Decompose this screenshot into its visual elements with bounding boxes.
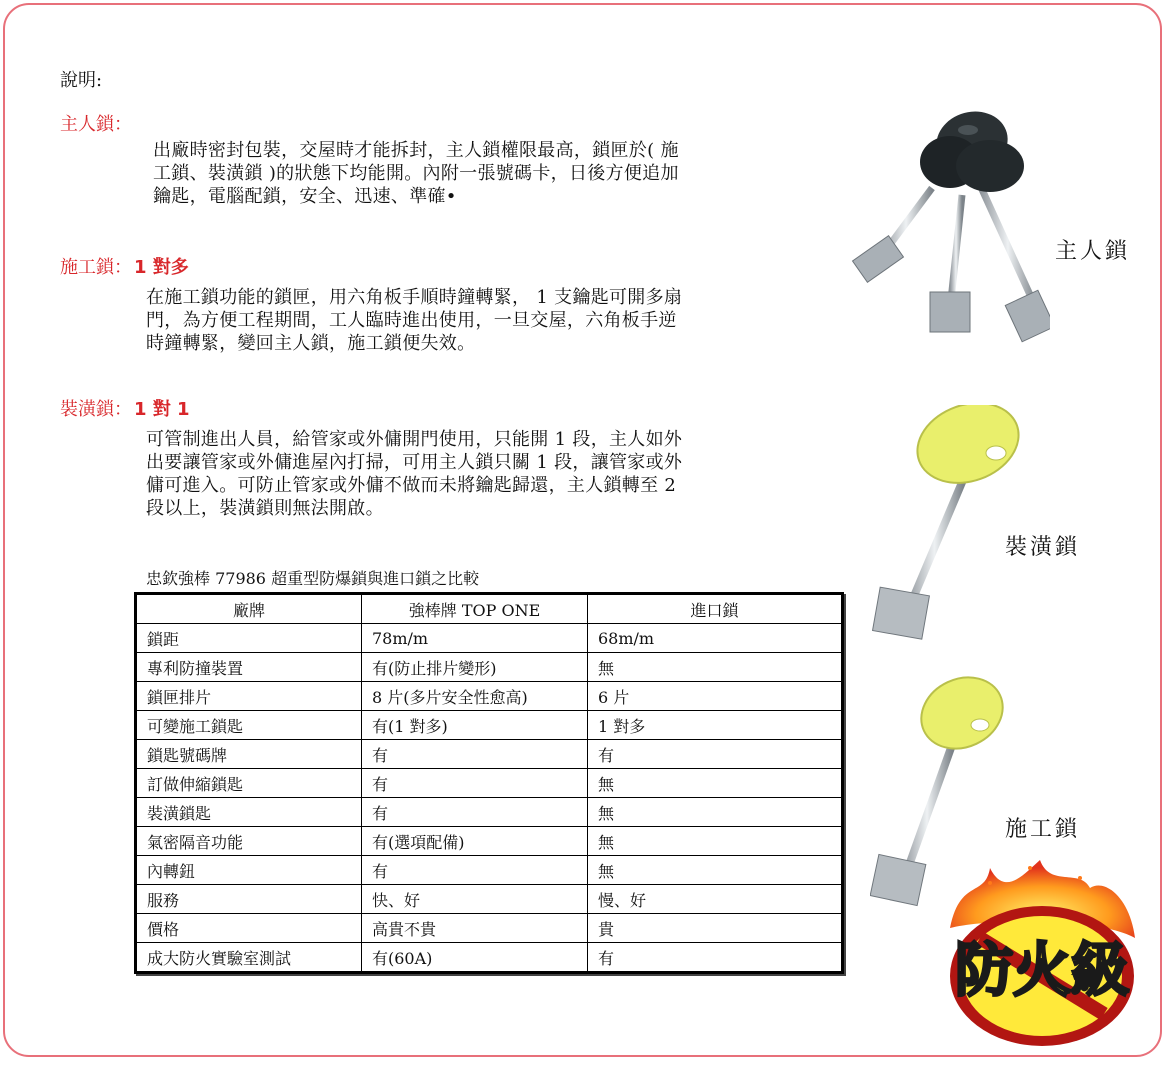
table-caption: 忠欽強棒 77986 超重型防爆鎖與進口鎖之比較: [146, 569, 480, 588]
badge-text: 防火級: [954, 936, 1130, 1004]
master-keys-image: [850, 100, 1050, 350]
table-cell: 快、好: [362, 885, 588, 914]
table-cell: 慢、好: [588, 885, 843, 914]
table-row: [136, 769, 843, 798]
table-cell: 有(1 對多): [362, 711, 588, 740]
section-text-line: 工鎖、裝潢鎖 )的狀態下均能開。內附一張號碼卡，日後方便追加: [153, 163, 679, 184]
section-text-construction: [146, 286, 682, 355]
table-cell: 無: [588, 856, 843, 885]
table-row: [136, 711, 843, 740]
section-text-line: 傭可進入。可防止管家或外傭不做而未將鑰匙歸還，主人鎖轉至 2: [146, 475, 677, 496]
section-text-line: 門，為方便工程期間，工人臨時進出使用，一旦交屋，六角板手逆: [146, 310, 677, 331]
table-row: [136, 943, 843, 973]
label-master: 主人鎖: [1055, 239, 1131, 264]
section-tag-decor: 1 對 1: [134, 399, 190, 420]
table-header-cell: 廠牌: [136, 594, 362, 624]
table-cell: 有(60A): [362, 943, 588, 973]
section-tag-construction: 1 對多: [134, 257, 189, 278]
table-cell: 68m/m: [588, 624, 843, 653]
table-cell: 有: [362, 856, 588, 885]
table-header-row: [136, 594, 843, 624]
table-cell: 無: [588, 798, 843, 827]
table-cell: 鎖匣排片: [136, 682, 362, 711]
section-text-line: 段以上，裝潢鎖則無法開啟。: [146, 498, 384, 519]
intro-heading: 說明:: [60, 70, 103, 91]
table-cell: 1 對多: [588, 711, 843, 740]
table-cell: 有: [588, 943, 843, 973]
label-construction: 施工鎖: [1005, 817, 1081, 842]
section-text-master: [153, 139, 679, 208]
table-cell: 成大防火實驗室測試: [136, 943, 362, 973]
table-cell: 專利防撞裝置: [136, 653, 362, 682]
table-cell: 氣密隔音功能: [136, 827, 362, 856]
key-icon: [853, 185, 1050, 342]
table-cell: 有: [362, 740, 588, 769]
section-title-construction: [60, 253, 189, 279]
table-cell: 可變施工鎖匙: [136, 711, 362, 740]
table-cell: 裝潢鎖匙: [136, 798, 362, 827]
table-row: [136, 653, 843, 682]
section-title-decor-label: 裝潢鎖：: [60, 399, 132, 420]
fire-rated-badge: [930, 858, 1155, 1053]
table-row: [136, 856, 843, 885]
table-row: [136, 682, 843, 711]
table-row: [136, 624, 843, 653]
label-decor: 裝潢鎖: [1005, 535, 1081, 560]
table-cell: 高貴不貴: [362, 914, 588, 943]
table-row: [136, 914, 843, 943]
section-text-line: 出廠時密封包裝，交屋時才能拆封，主人鎖權限最高，鎖匣於( 施: [153, 140, 679, 161]
table-cell: 無: [588, 827, 843, 856]
section-text-line: 可管制進出人員，給管家或外傭開門使用，只能開 1 段，主人如外: [146, 429, 683, 450]
comparison-table: [134, 592, 844, 974]
table-row: [136, 827, 843, 856]
table-cell: 無: [588, 769, 843, 798]
table-header-cell: 進口鎖: [588, 594, 843, 624]
section-text-line: 鑰匙，電腦配鎖，安全、迅速、準確•: [153, 186, 457, 207]
table-body: [136, 624, 843, 973]
table-cell: 有: [362, 769, 588, 798]
table-cell: 有: [588, 740, 843, 769]
table-cell: 有(選項配備): [362, 827, 588, 856]
table-cell: 無: [588, 653, 843, 682]
table-cell: 訂做伸縮鎖匙: [136, 769, 362, 798]
section-title-decor: [60, 395, 190, 421]
table-cell: 服務: [136, 885, 362, 914]
table-cell: 78m/m: [362, 624, 588, 653]
table-cell: 有: [362, 798, 588, 827]
table-row: [136, 798, 843, 827]
table-cell: 6 片: [588, 682, 843, 711]
table-row: [136, 885, 843, 914]
section-title-master-label: 主人鎖：: [60, 114, 132, 135]
table-cell: 價格: [136, 914, 362, 943]
table-cell: 貴: [588, 914, 843, 943]
table-header-cell: 強棒牌 TOP ONE: [362, 594, 588, 624]
table-cell: 有(防止排片變形): [362, 653, 588, 682]
table-cell: 鎖距: [136, 624, 362, 653]
table-cell: 8 片(多片安全性愈高): [362, 682, 588, 711]
section-text-decor: [146, 428, 682, 520]
section-title-master: [60, 110, 132, 136]
table-row: [136, 740, 843, 769]
section-text-line: 時鐘轉緊，變回主人鎖，施工鎖便失效。: [146, 333, 476, 354]
table-cell: 內轉鈕: [136, 856, 362, 885]
section-text-line: 在施工鎖功能的鎖匣，用六角板手順時鐘轉緊， 1 支鑰匙可開多扇: [146, 287, 683, 308]
table-cell: 鎖匙號碼牌: [136, 740, 362, 769]
section-title-construction-label: 施工鎖：: [60, 257, 132, 278]
section-text-line: 出要讓管家或外傭進屋內打掃，可用主人鎖只關 1 段，讓管家或外: [146, 452, 683, 473]
